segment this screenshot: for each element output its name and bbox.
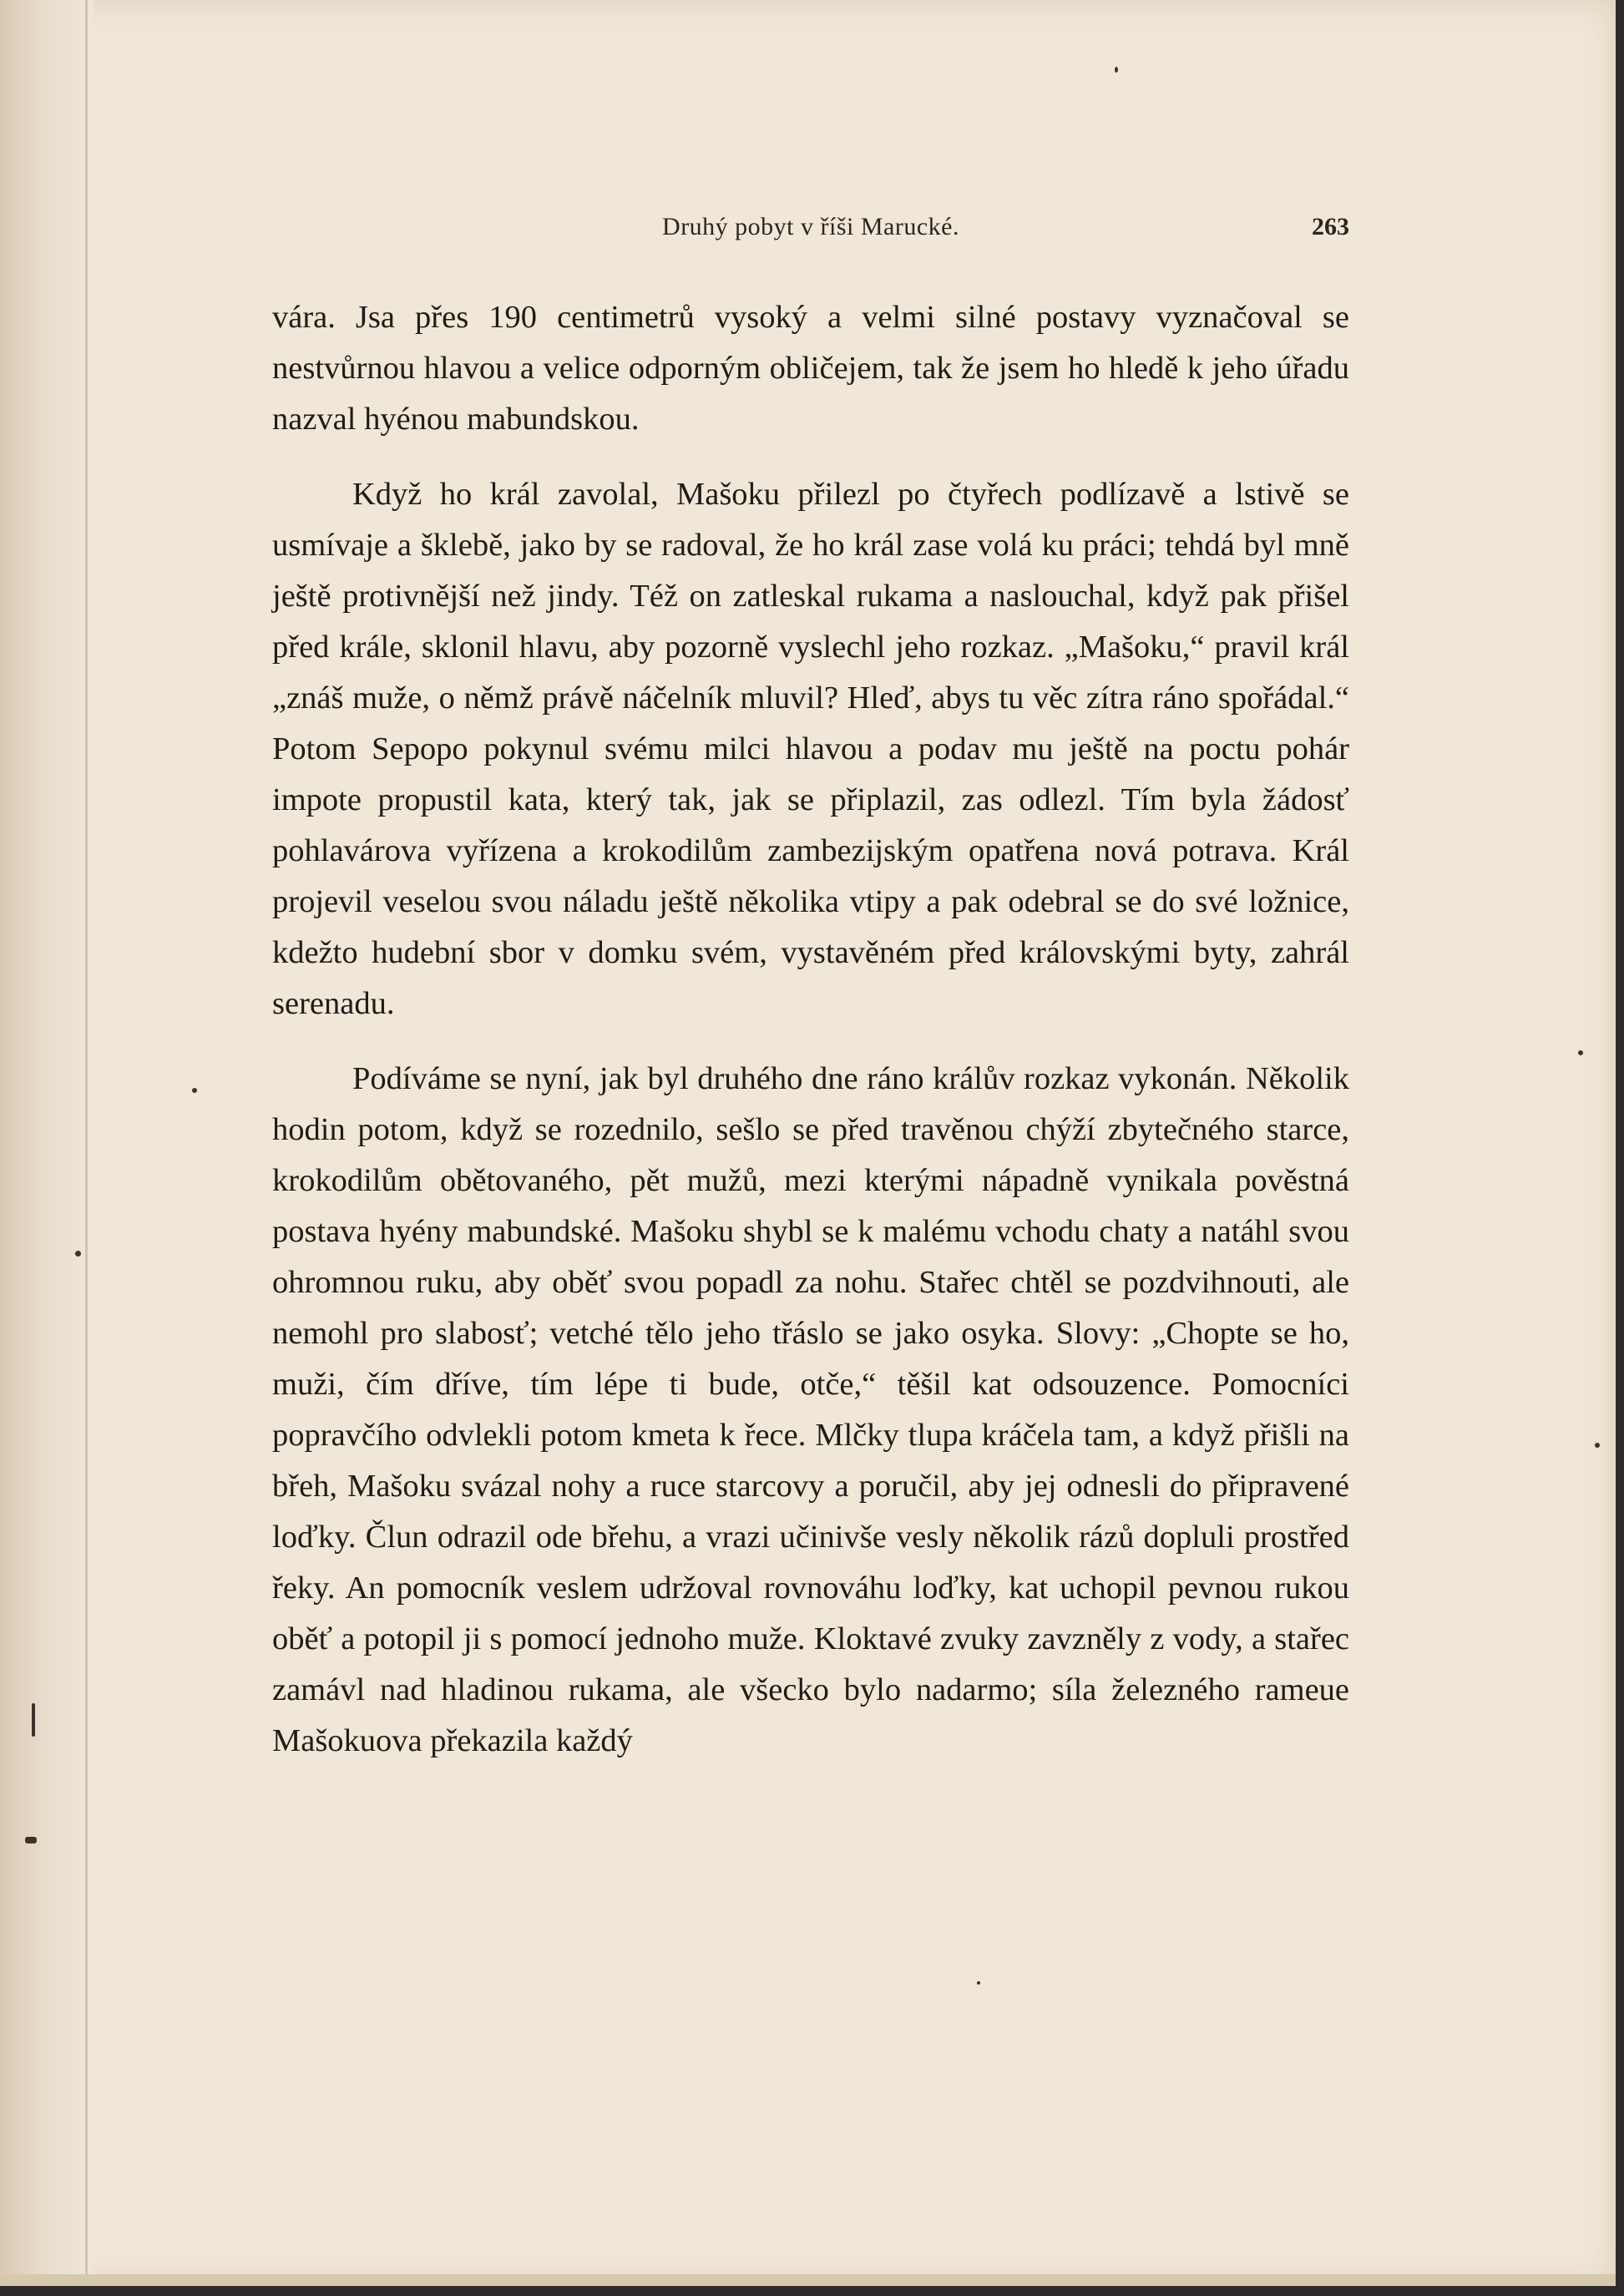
paper-speck	[192, 1088, 197, 1093]
paragraph-continued: vára. Jsa přes 190 centimetrů vysoký a velmi silné postavy vyznačoval se nestvůrnou hlavou a velice odporným obličejem, tak že jsem ho hledě k jeho úřadu nazval hyénou mabundskou.	[272, 300, 1349, 437]
running-head-title: Druhý pobyt v říši Marucké.	[662, 213, 959, 240]
paper-speck	[1578, 1050, 1583, 1055]
paper-speck	[1595, 1443, 1600, 1448]
paper-speck	[977, 1981, 980, 1985]
paragraph: Podíváme se nyní, jak byl druhého dne ráno králův rozkaz vykonán. Několik hodin potom, když se rozednilo, sešlo se před travěnou chýží zbytečného starce, krokodilům obětovaného, pět mužů, mezi kterými nápadně vynikala pověstná postava hyény mabundské. Mašoku shybl se k malému vchodu chaty a natáhl svou ohromnou ruku, aby oběť svou popadl za nohu. Stařec chtěl se pozdvihnouti, ale nemohl pro slabosť; vetché tělo jeho třáslo se jako osyka. Slovy: „Chopte se ho, muži, čím dříve, tím lépe ti bude, otče,“ těšil kat odsouzence. Pomocníci popravčího odvlekli potom kmeta k řece. Mlčky tlupa kráčela tam, a když přišli na břeh, Mašoku svázal nohy a ruce starcovy a poručil, aby jej odnesli do připravené loďky. Člun odrazil ode břehu, a vrazi učinivše vesly několik rázů dopluli prostřed řeky. An pomocník veslem udržoval rovnováhu loďky, kat uchopil pevnou rukou oběť a potopil ji s pomocí jednoho muže. Kloktavé zvuky zavzněly z vody, a stařec zamávl nad hladinou rukama, ale všecko bylo nadarmo; síla železného rameue Mašokuova překazila každý	[272, 1061, 1349, 1758]
paper-speck	[32, 1703, 35, 1737]
paragraph: Když ho král zavolal, Mašoku přilezl po čtyřech podlízavě a lstivě se usmívaje a šklebě, jako by se radoval, že ho král zase volá ku práci; tehdá byl mně ještě protivnější než jindy. Též on zatleskal rukama a naslouchal, když pak přišel před krále, sklonil hlavu, aby pozorně vyslechl jeho rozkaz. „Mašoku,“ pravil král „znáš muže, o němž právě náčelník mluvil? Hleď, abys tu věc zítra ráno spořádal.“ Potom Sepopo pokynul svému milci hlavou a podav mu ještě na poctu pohár impote propustil kata, který tak, jak se připlazil, zas odlezl. Tím byla žádosť pohlavárova vyřízena a krokodilům zambezijským opatřena nová potrava. Král projevil veselou svou náladu ještě několika vtipy a pak odebral se do své ložnice, kdežto hudební sbor v domku svém, vystavěném před královskými byty, zahrál serenadu.	[272, 477, 1349, 1021]
running-head	[272, 213, 1349, 246]
binding-line	[85, 0, 88, 2286]
paper-speck	[1115, 67, 1118, 73]
page-gutter	[0, 0, 94, 2286]
paper-speck	[75, 1251, 81, 1257]
page-number: 263	[1312, 213, 1349, 240]
page-bottom-edge	[0, 2274, 1616, 2286]
body-text	[272, 292, 1349, 1767]
paper-speck	[25, 1837, 37, 1843]
